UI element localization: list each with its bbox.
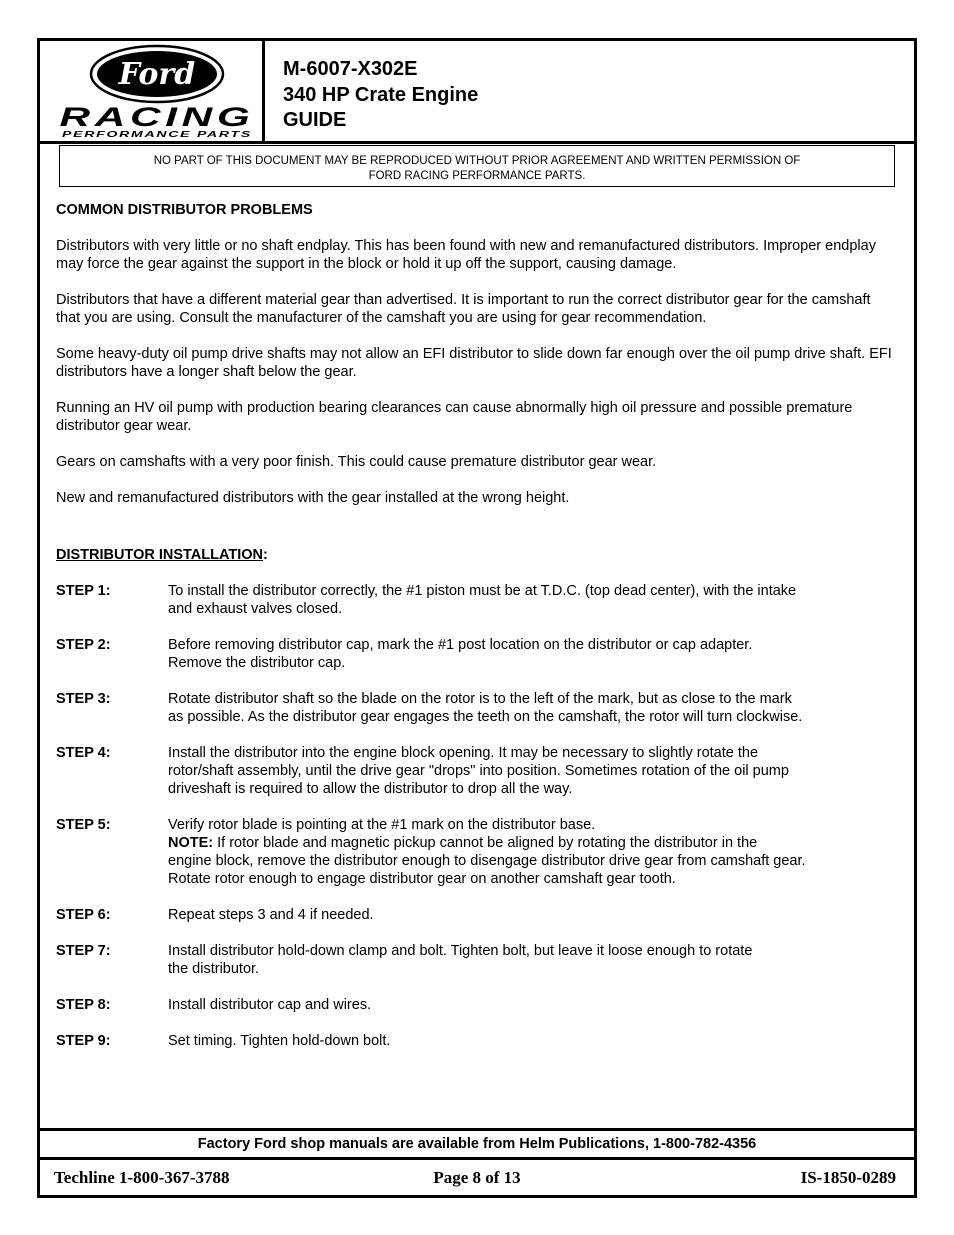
- ford-racing-logo: [40, 41, 265, 141]
- document-title: [283, 57, 478, 134]
- step-text: engine block, remove the distributor enough to disengage distributor drive gear from camshaft gear.: [168, 853, 806, 869]
- step-text: If rotor blade and magnetic pickup cannot be aligned by rotating the distributor in the: [213, 835, 758, 851]
- step-label: STEP 5:: [56, 817, 111, 833]
- step-7: [56, 942, 896, 978]
- techline: Techline 1-800-367-3788: [54, 1168, 230, 1187]
- notice-line-1: NO PART OF THIS DOCUMENT MAY BE REPRODUCED WITHOUT PRIOR AGREEMENT AND WRITTEN PERMISSION OF: [153, 155, 801, 167]
- logo-ford-text: Ford: [118, 57, 196, 92]
- problem-item: Running an HV oil pump with production bearing clearances can cause abnormally high oil pressure and possible premature distributor gear wear.: [56, 400, 853, 434]
- logo-subtitle-text: PERFORMANCE PARTS: [62, 130, 252, 139]
- step-label: STEP 1:: [56, 583, 111, 599]
- step-5: [56, 816, 896, 888]
- step-text: Remove the distributor cap.: [168, 655, 346, 671]
- page-number: Page 8 of 13: [433, 1168, 521, 1187]
- step-9: [56, 1032, 896, 1050]
- step-3: [56, 690, 896, 726]
- step-label: STEP 9:: [56, 1033, 111, 1049]
- document-id: IS-1850-0289: [800, 1168, 896, 1187]
- step-text: and exhaust valves closed.: [168, 601, 343, 617]
- problem-item: Some heavy-duty oil pump drive shafts may not allow an EFI distributor to slide down far enough over the oil pump drive shaft. EFI distributors have a longer shaft below the gear.: [56, 346, 892, 380]
- installation-heading-text: DISTRIBUTOR INSTALLATION: [56, 547, 264, 563]
- document-header: [40, 41, 914, 144]
- problem-item: Distributors with very little or no shaft endplay. This has been found with new and remanufactured distributors. Improper endplay may force the gear against the support in the block or hold it up off the support, causing damage.: [56, 238, 876, 272]
- step-8: [56, 996, 896, 1014]
- document-body: [56, 201, 896, 1050]
- problem-item: Gears on camshafts with a very poor finish. This could cause premature distributor gear wear.: [56, 454, 657, 470]
- step-text: Set timing. Tighten hold-down bolt.: [168, 1033, 391, 1049]
- page-footer: [40, 1161, 914, 1195]
- step-text: Before removing distributor cap, mark the #1 post location on the distributor or cap adapter.: [168, 637, 753, 653]
- step-label: STEP 6:: [56, 907, 111, 923]
- ford-racing-logo-graphic: [40, 41, 262, 141]
- step-4: [56, 744, 896, 798]
- step-label: STEP 3:: [56, 691, 111, 707]
- product-name: 340 HP Crate Engine: [283, 83, 479, 106]
- step-text: Install distributor cap and wires.: [168, 997, 372, 1013]
- step-6: [56, 906, 896, 924]
- notice-line-2: FORD RACING PERFORMANCE PARTS.: [368, 169, 586, 182]
- step-label: STEP 7:: [56, 943, 111, 959]
- step-text: Install the distributor into the engine block opening. It may be necessary to slightly rotate the: [168, 745, 759, 761]
- step-note: [168, 834, 896, 852]
- logo-racing-text: RACING: [59, 102, 255, 132]
- doc-type: GUIDE: [283, 109, 347, 131]
- problem-item: New and remanufactured distributors with the gear installed at the wrong height.: [56, 490, 570, 506]
- step-text: rotor/shaft assembly, until the drive gear "drops" into position. Sometimes rotation of the oil pump: [168, 763, 789, 779]
- part-number: M-6007-X302E: [283, 58, 418, 80]
- problem-item: Distributors that have a different material gear than advertised. It is important to run the correct distributor gear for the camshaft that you are using. Consult the manufacturer of the camshaft you are using for gear recommendation.: [56, 292, 871, 326]
- step-text: as possible. As the distributor gear engages the teeth on the camshaft, the rotor will turn clockwise.: [168, 709, 803, 725]
- step-1: [56, 582, 896, 618]
- step-text: To install the distributor correctly, the #1 piston must be at T.D.C. (top dead center), with the intake: [168, 583, 797, 599]
- step-text: Repeat steps 3 and 4 if needed.: [168, 907, 374, 923]
- document-frame: [37, 38, 917, 1198]
- copyright-notice: [59, 145, 895, 187]
- step-text: the distributor.: [168, 961, 260, 977]
- step-label: STEP 8:: [56, 997, 111, 1013]
- step-label: STEP 2:: [56, 637, 111, 653]
- installation-heading-colon: :: [263, 547, 268, 563]
- step-text: Verify rotor blade is pointing at the #1 mark on the distributor base.: [168, 817, 596, 833]
- problems-heading: COMMON DISTRIBUTOR PROBLEMS: [56, 202, 313, 218]
- step-text: Install distributor hold-down clamp and bolt. Tighten bolt, but leave it loose enough to rotate: [168, 943, 753, 959]
- manuals-footer: Factory Ford shop manuals are available from Helm Publications, 1-800-782-4356: [40, 1128, 914, 1160]
- note-label: NOTE:: [168, 835, 214, 851]
- step-label: STEP 4:: [56, 745, 111, 761]
- step-text: Rotate distributor shaft so the blade on the rotor is to the left of the mark, but as close to the mark: [168, 691, 792, 707]
- step-text: driveshaft is required to allow the distributor to drop all the way.: [168, 781, 573, 797]
- step-text: Rotate rotor enough to engage distributor gear on another camshaft gear tooth.: [168, 871, 676, 887]
- step-2: [56, 636, 896, 672]
- installation-heading: [56, 546, 896, 564]
